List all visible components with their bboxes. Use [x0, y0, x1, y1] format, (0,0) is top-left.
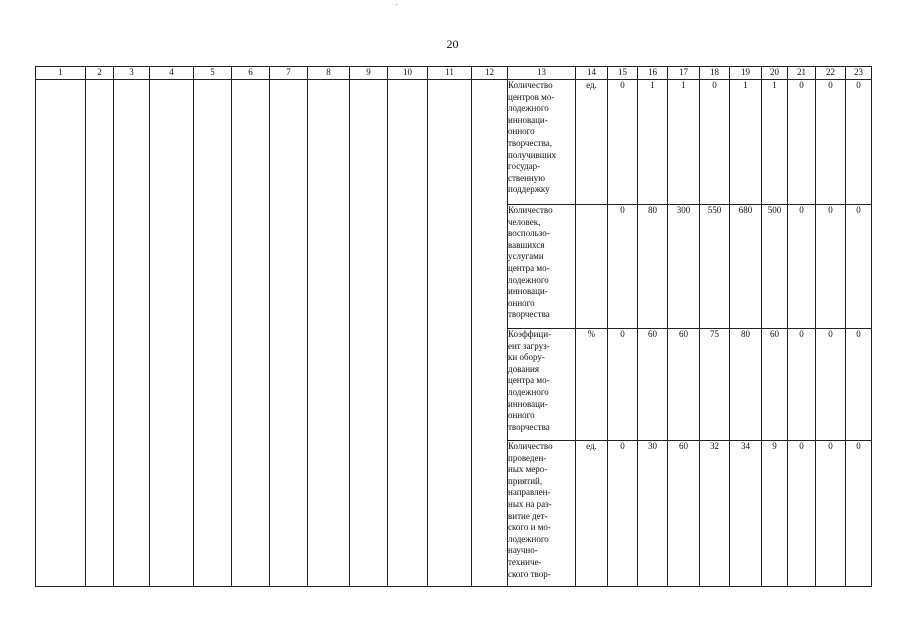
- value-cell: 80: [730, 329, 762, 441]
- value-cell: 60: [638, 329, 668, 441]
- column-number: 19: [730, 67, 762, 80]
- column-number: 22: [816, 67, 846, 80]
- column-number: 3: [114, 67, 150, 80]
- column-number: 20: [762, 67, 788, 80]
- value-cell: 0: [788, 205, 816, 329]
- value-cell: 0: [700, 80, 730, 205]
- value-cell: 300: [668, 205, 700, 329]
- value-cell: 500: [762, 205, 788, 329]
- column-number: 6: [232, 67, 270, 80]
- indicator-unit: ед.: [576, 80, 608, 205]
- indicator-description: Коэффици- ент загруз- ки обору- дования центра мо- лодежного инноваци- онного творчества: [508, 329, 576, 441]
- value-cell: 34: [730, 441, 762, 587]
- column-number: 15: [608, 67, 638, 80]
- value-cell: 0: [608, 329, 638, 441]
- column-number: 7: [270, 67, 308, 80]
- indicator-description: Количество проведен- ных меро- приятий, направлен- ных на раз- витие дет- ского и мо- лодежного научно- техниче- ского твор-: [508, 441, 576, 587]
- value-cell: 0: [846, 205, 872, 329]
- value-cell: 680: [730, 205, 762, 329]
- empty-cell: [232, 80, 270, 587]
- column-number: 14: [576, 67, 608, 80]
- empty-cell: [428, 80, 472, 587]
- value-cell: 60: [762, 329, 788, 441]
- empty-cell: [86, 80, 114, 587]
- value-cell: 9: [762, 441, 788, 587]
- value-cell: 0: [846, 80, 872, 205]
- value-cell: 0: [846, 329, 872, 441]
- empty-cell: [150, 80, 194, 587]
- scan-mark: [396, 4, 397, 5]
- value-cell: 0: [846, 441, 872, 587]
- value-cell: 0: [816, 441, 846, 587]
- value-cell: 1: [638, 80, 668, 205]
- value-cell: 0: [608, 205, 638, 329]
- value-cell: 75: [700, 329, 730, 441]
- empty-cell: [388, 80, 428, 587]
- column-number-row: [36, 67, 872, 80]
- indicator-description: Количество центров мо- лодежного инноваци- онного творчества, получивших государ- ственную поддержку: [508, 80, 576, 205]
- page-number: 20: [446, 37, 459, 51]
- empty-cell: [36, 80, 86, 587]
- value-cell: 1: [762, 80, 788, 205]
- value-cell: 0: [788, 329, 816, 441]
- column-number: 18: [700, 67, 730, 80]
- empty-cell: [472, 80, 508, 587]
- value-cell: 80: [638, 205, 668, 329]
- column-number: 23: [846, 67, 872, 80]
- empty-cell: [270, 80, 308, 587]
- column-number: 5: [194, 67, 232, 80]
- column-number: 10: [388, 67, 428, 80]
- column-number: 8: [308, 67, 350, 80]
- value-cell: 0: [608, 441, 638, 587]
- column-number: 4: [150, 67, 194, 80]
- value-cell: 0: [816, 205, 846, 329]
- column-number: 2: [86, 67, 114, 80]
- indicator-unit: %: [576, 329, 608, 441]
- indicator-unit: [576, 205, 608, 329]
- value-cell: 30: [638, 441, 668, 587]
- value-cell: 1: [668, 80, 700, 205]
- indicator-unit: ед.: [576, 441, 608, 587]
- value-cell: 0: [816, 329, 846, 441]
- empty-cell: [114, 80, 150, 587]
- column-number: 21: [788, 67, 816, 80]
- value-cell: 550: [700, 205, 730, 329]
- indicators-table: [35, 66, 872, 587]
- value-cell: 0: [608, 80, 638, 205]
- table-row: [36, 80, 872, 205]
- empty-cell: [308, 80, 350, 587]
- column-number: 11: [428, 67, 472, 80]
- value-cell: 60: [668, 441, 700, 587]
- column-number: 1: [36, 67, 86, 80]
- value-cell: 0: [788, 80, 816, 205]
- value-cell: 0: [816, 80, 846, 205]
- indicator-description: Количество человек, воспользо- вавшихся услугами центра мо- лодежного инноваци- онного творчества: [508, 205, 576, 329]
- value-cell: 0: [788, 441, 816, 587]
- column-number: 9: [350, 67, 388, 80]
- value-cell: 1: [730, 80, 762, 205]
- column-number: 16: [638, 67, 668, 80]
- column-number: 13: [508, 67, 576, 80]
- value-cell: 32: [700, 441, 730, 587]
- empty-cell: [350, 80, 388, 587]
- column-number: 17: [668, 67, 700, 80]
- column-number: 12: [472, 67, 508, 80]
- value-cell: 60: [668, 329, 700, 441]
- empty-cell: [194, 80, 232, 587]
